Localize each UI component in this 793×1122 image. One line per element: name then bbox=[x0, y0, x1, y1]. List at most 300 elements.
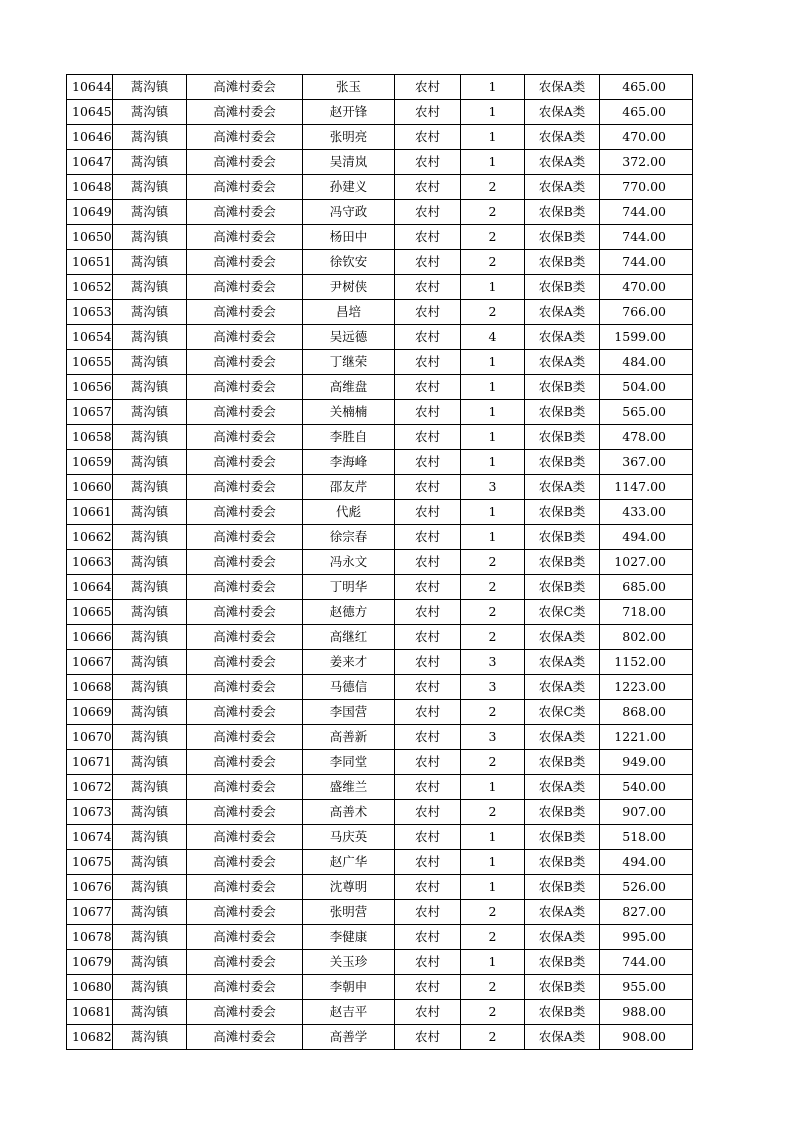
record-id-cell: 10661 bbox=[67, 500, 113, 525]
person-name-cell: 李国营 bbox=[303, 700, 395, 725]
household-count-cell: 2 bbox=[461, 600, 525, 625]
amount-cell: 478.00 bbox=[600, 425, 693, 450]
table-row bbox=[67, 550, 693, 575]
record-id-cell: 10675 bbox=[67, 850, 113, 875]
area-type-cell: 农村 bbox=[395, 300, 461, 325]
village-committee-cell: 高滩村委会 bbox=[187, 675, 303, 700]
record-id-cell: 10647 bbox=[67, 150, 113, 175]
person-name-cell: 李同堂 bbox=[303, 750, 395, 775]
insurance-class-cell: 农保B类 bbox=[525, 400, 600, 425]
town-name-cell: 蒿沟镇 bbox=[113, 300, 187, 325]
household-count-cell: 2 bbox=[461, 625, 525, 650]
table-row bbox=[67, 925, 693, 950]
village-committee-cell: 高滩村委会 bbox=[187, 875, 303, 900]
town-name-cell: 蒿沟镇 bbox=[113, 200, 187, 225]
area-type-cell: 农村 bbox=[395, 725, 461, 750]
village-committee-cell: 高滩村委会 bbox=[187, 750, 303, 775]
village-committee-cell: 高滩村委会 bbox=[187, 300, 303, 325]
household-count-cell: 1 bbox=[461, 950, 525, 975]
table-row bbox=[67, 975, 693, 1000]
person-name-cell: 赵开锋 bbox=[303, 100, 395, 125]
area-type-cell: 农村 bbox=[395, 175, 461, 200]
person-name-cell: 关玉珍 bbox=[303, 950, 395, 975]
town-name-cell: 蒿沟镇 bbox=[113, 650, 187, 675]
household-count-cell: 2 bbox=[461, 750, 525, 775]
household-count-cell: 2 bbox=[461, 200, 525, 225]
person-name-cell: 张明营 bbox=[303, 900, 395, 925]
insurance-class-cell: 农保A类 bbox=[525, 675, 600, 700]
town-name-cell: 蒿沟镇 bbox=[113, 375, 187, 400]
household-count-cell: 1 bbox=[461, 775, 525, 800]
record-id-cell: 10671 bbox=[67, 750, 113, 775]
record-id-cell: 10653 bbox=[67, 300, 113, 325]
record-id-cell: 10663 bbox=[67, 550, 113, 575]
household-count-cell: 3 bbox=[461, 475, 525, 500]
insurance-class-cell: 农保A类 bbox=[525, 350, 600, 375]
table-row bbox=[67, 200, 693, 225]
town-name-cell: 蒿沟镇 bbox=[113, 675, 187, 700]
village-committee-cell: 高滩村委会 bbox=[187, 550, 303, 575]
area-type-cell: 农村 bbox=[395, 350, 461, 375]
person-name-cell: 丁继荣 bbox=[303, 350, 395, 375]
area-type-cell: 农村 bbox=[395, 825, 461, 850]
area-type-cell: 农村 bbox=[395, 650, 461, 675]
amount-cell: 1599.00 bbox=[600, 325, 693, 350]
person-name-cell: 赵德方 bbox=[303, 600, 395, 625]
area-type-cell: 农村 bbox=[395, 375, 461, 400]
person-name-cell: 李朝申 bbox=[303, 975, 395, 1000]
household-count-cell: 1 bbox=[461, 875, 525, 900]
insurance-class-cell: 农保A类 bbox=[525, 725, 600, 750]
insurance-class-cell: 农保A类 bbox=[525, 625, 600, 650]
area-type-cell: 农村 bbox=[395, 225, 461, 250]
household-count-cell: 1 bbox=[461, 375, 525, 400]
area-type-cell: 农村 bbox=[395, 600, 461, 625]
household-count-cell: 2 bbox=[461, 225, 525, 250]
record-id-cell: 10645 bbox=[67, 100, 113, 125]
village-committee-cell: 高滩村委会 bbox=[187, 775, 303, 800]
area-type-cell: 农村 bbox=[395, 950, 461, 975]
insurance-class-cell: 农保A类 bbox=[525, 150, 600, 175]
person-name-cell: 高善新 bbox=[303, 725, 395, 750]
amount-cell: 955.00 bbox=[600, 975, 693, 1000]
town-name-cell: 蒿沟镇 bbox=[113, 700, 187, 725]
town-name-cell: 蒿沟镇 bbox=[113, 550, 187, 575]
insurance-class-cell: 农保C类 bbox=[525, 600, 600, 625]
town-name-cell: 蒿沟镇 bbox=[113, 75, 187, 100]
household-count-cell: 1 bbox=[461, 350, 525, 375]
area-type-cell: 农村 bbox=[395, 750, 461, 775]
amount-cell: 540.00 bbox=[600, 775, 693, 800]
insurance-class-cell: 农保B类 bbox=[525, 275, 600, 300]
town-name-cell: 蒿沟镇 bbox=[113, 275, 187, 300]
village-committee-cell: 高滩村委会 bbox=[187, 950, 303, 975]
amount-cell: 988.00 bbox=[600, 1000, 693, 1025]
person-name-cell: 丁明华 bbox=[303, 575, 395, 600]
person-name-cell: 吴清岚 bbox=[303, 150, 395, 175]
town-name-cell: 蒿沟镇 bbox=[113, 600, 187, 625]
record-id-cell: 10657 bbox=[67, 400, 113, 425]
table-row bbox=[67, 300, 693, 325]
insurance-class-cell: 农保B类 bbox=[525, 950, 600, 975]
town-name-cell: 蒿沟镇 bbox=[113, 900, 187, 925]
insurance-class-cell: 农保A类 bbox=[525, 300, 600, 325]
area-type-cell: 农村 bbox=[395, 850, 461, 875]
insurance-class-cell: 农保A类 bbox=[525, 75, 600, 100]
town-name-cell: 蒿沟镇 bbox=[113, 250, 187, 275]
village-committee-cell: 高滩村委会 bbox=[187, 575, 303, 600]
area-type-cell: 农村 bbox=[395, 625, 461, 650]
amount-cell: 770.00 bbox=[600, 175, 693, 200]
amount-cell: 744.00 bbox=[600, 225, 693, 250]
town-name-cell: 蒿沟镇 bbox=[113, 1025, 187, 1050]
person-name-cell: 高善术 bbox=[303, 800, 395, 825]
roster-body bbox=[67, 75, 693, 1050]
insurance-class-cell: 农保A类 bbox=[525, 100, 600, 125]
record-id-cell: 10650 bbox=[67, 225, 113, 250]
household-count-cell: 1 bbox=[461, 125, 525, 150]
household-count-cell: 2 bbox=[461, 300, 525, 325]
table-row bbox=[67, 325, 693, 350]
household-count-cell: 2 bbox=[461, 550, 525, 575]
amount-cell: 802.00 bbox=[600, 625, 693, 650]
insurance-class-cell: 农保A类 bbox=[525, 475, 600, 500]
insurance-class-cell: 农保B类 bbox=[525, 750, 600, 775]
record-id-cell: 10670 bbox=[67, 725, 113, 750]
record-id-cell: 10646 bbox=[67, 125, 113, 150]
person-name-cell: 邵友芹 bbox=[303, 475, 395, 500]
village-committee-cell: 高滩村委会 bbox=[187, 175, 303, 200]
village-committee-cell: 高滩村委会 bbox=[187, 75, 303, 100]
town-name-cell: 蒿沟镇 bbox=[113, 500, 187, 525]
town-name-cell: 蒿沟镇 bbox=[113, 425, 187, 450]
amount-cell: 1147.00 bbox=[600, 475, 693, 500]
village-committee-cell: 高滩村委会 bbox=[187, 275, 303, 300]
town-name-cell: 蒿沟镇 bbox=[113, 575, 187, 600]
table-row bbox=[67, 500, 693, 525]
person-name-cell: 马德信 bbox=[303, 675, 395, 700]
insurance-class-cell: 农保B类 bbox=[525, 225, 600, 250]
village-committee-cell: 高滩村委会 bbox=[187, 225, 303, 250]
household-count-cell: 2 bbox=[461, 1000, 525, 1025]
area-type-cell: 农村 bbox=[395, 150, 461, 175]
amount-cell: 907.00 bbox=[600, 800, 693, 825]
village-committee-cell: 高滩村委会 bbox=[187, 100, 303, 125]
area-type-cell: 农村 bbox=[395, 575, 461, 600]
table-row bbox=[67, 425, 693, 450]
area-type-cell: 农村 bbox=[395, 125, 461, 150]
area-type-cell: 农村 bbox=[395, 200, 461, 225]
village-committee-cell: 高滩村委会 bbox=[187, 800, 303, 825]
area-type-cell: 农村 bbox=[395, 800, 461, 825]
village-committee-cell: 高滩村委会 bbox=[187, 325, 303, 350]
household-count-cell: 2 bbox=[461, 975, 525, 1000]
insurance-class-cell: 农保B类 bbox=[525, 850, 600, 875]
insurance-class-cell: 农保B类 bbox=[525, 425, 600, 450]
table-row bbox=[67, 775, 693, 800]
person-name-cell: 盛维兰 bbox=[303, 775, 395, 800]
record-id-cell: 10649 bbox=[67, 200, 113, 225]
person-name-cell: 吴远德 bbox=[303, 325, 395, 350]
area-type-cell: 农村 bbox=[395, 450, 461, 475]
table-row bbox=[67, 850, 693, 875]
town-name-cell: 蒿沟镇 bbox=[113, 725, 187, 750]
person-name-cell: 李海峰 bbox=[303, 450, 395, 475]
insurance-class-cell: 农保B类 bbox=[525, 500, 600, 525]
area-type-cell: 农村 bbox=[395, 775, 461, 800]
insurance-class-cell: 农保B类 bbox=[525, 450, 600, 475]
record-id-cell: 10679 bbox=[67, 950, 113, 975]
table-row bbox=[67, 475, 693, 500]
record-id-cell: 10669 bbox=[67, 700, 113, 725]
area-type-cell: 农村 bbox=[395, 875, 461, 900]
area-type-cell: 农村 bbox=[395, 100, 461, 125]
amount-cell: 372.00 bbox=[600, 150, 693, 175]
amount-cell: 465.00 bbox=[600, 75, 693, 100]
person-name-cell: 高维盘 bbox=[303, 375, 395, 400]
record-id-cell: 10664 bbox=[67, 575, 113, 600]
area-type-cell: 农村 bbox=[395, 1000, 461, 1025]
village-committee-cell: 高滩村委会 bbox=[187, 500, 303, 525]
table-row bbox=[67, 150, 693, 175]
person-name-cell: 孙建义 bbox=[303, 175, 395, 200]
table-row bbox=[67, 700, 693, 725]
area-type-cell: 农村 bbox=[395, 425, 461, 450]
village-committee-cell: 高滩村委会 bbox=[187, 700, 303, 725]
town-name-cell: 蒿沟镇 bbox=[113, 750, 187, 775]
town-name-cell: 蒿沟镇 bbox=[113, 975, 187, 1000]
town-name-cell: 蒿沟镇 bbox=[113, 850, 187, 875]
area-type-cell: 农村 bbox=[395, 525, 461, 550]
town-name-cell: 蒿沟镇 bbox=[113, 625, 187, 650]
village-committee-cell: 高滩村委会 bbox=[187, 650, 303, 675]
insurance-class-cell: 农保A类 bbox=[525, 925, 600, 950]
person-name-cell: 徐钦安 bbox=[303, 250, 395, 275]
village-committee-cell: 高滩村委会 bbox=[187, 375, 303, 400]
table-row bbox=[67, 1000, 693, 1025]
record-id-cell: 10682 bbox=[67, 1025, 113, 1050]
amount-cell: 1221.00 bbox=[600, 725, 693, 750]
household-count-cell: 1 bbox=[461, 150, 525, 175]
amount-cell: 868.00 bbox=[600, 700, 693, 725]
amount-cell: 470.00 bbox=[600, 275, 693, 300]
record-id-cell: 10666 bbox=[67, 625, 113, 650]
amount-cell: 744.00 bbox=[600, 250, 693, 275]
town-name-cell: 蒿沟镇 bbox=[113, 400, 187, 425]
record-id-cell: 10674 bbox=[67, 825, 113, 850]
record-id-cell: 10665 bbox=[67, 600, 113, 625]
table-row bbox=[67, 800, 693, 825]
record-id-cell: 10648 bbox=[67, 175, 113, 200]
village-committee-cell: 高滩村委会 bbox=[187, 850, 303, 875]
village-committee-cell: 高滩村委会 bbox=[187, 250, 303, 275]
household-count-cell: 1 bbox=[461, 500, 525, 525]
amount-cell: 1152.00 bbox=[600, 650, 693, 675]
table-row bbox=[67, 575, 693, 600]
town-name-cell: 蒿沟镇 bbox=[113, 475, 187, 500]
insurance-class-cell: 农保A类 bbox=[525, 175, 600, 200]
town-name-cell: 蒿沟镇 bbox=[113, 950, 187, 975]
record-id-cell: 10651 bbox=[67, 250, 113, 275]
village-committee-cell: 高滩村委会 bbox=[187, 475, 303, 500]
person-name-cell: 杨田中 bbox=[303, 225, 395, 250]
amount-cell: 744.00 bbox=[600, 950, 693, 975]
village-committee-cell: 高滩村委会 bbox=[187, 425, 303, 450]
area-type-cell: 农村 bbox=[395, 550, 461, 575]
person-name-cell: 冯守政 bbox=[303, 200, 395, 225]
insurance-class-cell: 农保B类 bbox=[525, 825, 600, 850]
insurance-class-cell: 农保A类 bbox=[525, 1025, 600, 1050]
record-id-cell: 10659 bbox=[67, 450, 113, 475]
person-name-cell: 张玉 bbox=[303, 75, 395, 100]
table-row bbox=[67, 75, 693, 100]
area-type-cell: 农村 bbox=[395, 250, 461, 275]
table-row bbox=[67, 450, 693, 475]
record-id-cell: 10662 bbox=[67, 525, 113, 550]
amount-cell: 827.00 bbox=[600, 900, 693, 925]
area-type-cell: 农村 bbox=[395, 900, 461, 925]
insurance-class-cell: 农保A类 bbox=[525, 900, 600, 925]
amount-cell: 367.00 bbox=[600, 450, 693, 475]
amount-cell: 518.00 bbox=[600, 825, 693, 850]
person-name-cell: 徐宗春 bbox=[303, 525, 395, 550]
town-name-cell: 蒿沟镇 bbox=[113, 800, 187, 825]
area-type-cell: 农村 bbox=[395, 1025, 461, 1050]
village-committee-cell: 高滩村委会 bbox=[187, 925, 303, 950]
amount-cell: 484.00 bbox=[600, 350, 693, 375]
record-id-cell: 10654 bbox=[67, 325, 113, 350]
record-id-cell: 10652 bbox=[67, 275, 113, 300]
table-row bbox=[67, 900, 693, 925]
amount-cell: 494.00 bbox=[600, 525, 693, 550]
amount-cell: 1027.00 bbox=[600, 550, 693, 575]
household-count-cell: 2 bbox=[461, 800, 525, 825]
table-row bbox=[67, 275, 693, 300]
person-name-cell: 冯永文 bbox=[303, 550, 395, 575]
person-name-cell: 赵吉平 bbox=[303, 1000, 395, 1025]
household-count-cell: 2 bbox=[461, 250, 525, 275]
record-id-cell: 10676 bbox=[67, 875, 113, 900]
town-name-cell: 蒿沟镇 bbox=[113, 175, 187, 200]
household-count-cell: 1 bbox=[461, 75, 525, 100]
household-count-cell: 3 bbox=[461, 675, 525, 700]
amount-cell: 949.00 bbox=[600, 750, 693, 775]
record-id-cell: 10673 bbox=[67, 800, 113, 825]
household-count-cell: 1 bbox=[461, 425, 525, 450]
table-row bbox=[67, 950, 693, 975]
village-committee-cell: 高滩村委会 bbox=[187, 825, 303, 850]
insurance-class-cell: 农保B类 bbox=[525, 200, 600, 225]
village-committee-cell: 高滩村委会 bbox=[187, 900, 303, 925]
amount-cell: 766.00 bbox=[600, 300, 693, 325]
village-committee-cell: 高滩村委会 bbox=[187, 350, 303, 375]
record-id-cell: 10656 bbox=[67, 375, 113, 400]
table-row bbox=[67, 400, 693, 425]
person-name-cell: 赵广华 bbox=[303, 850, 395, 875]
insurance-class-cell: 农保B类 bbox=[525, 1000, 600, 1025]
amount-cell: 1223.00 bbox=[600, 675, 693, 700]
village-committee-cell: 高滩村委会 bbox=[187, 1025, 303, 1050]
roster-table bbox=[66, 74, 693, 1050]
table-row bbox=[67, 525, 693, 550]
person-name-cell: 张明亮 bbox=[303, 125, 395, 150]
amount-cell: 494.00 bbox=[600, 850, 693, 875]
amount-cell: 718.00 bbox=[600, 600, 693, 625]
table-row bbox=[67, 675, 693, 700]
record-id-cell: 10672 bbox=[67, 775, 113, 800]
insurance-class-cell: 农保B类 bbox=[525, 975, 600, 1000]
village-committee-cell: 高滩村委会 bbox=[187, 1000, 303, 1025]
household-count-cell: 2 bbox=[461, 925, 525, 950]
household-count-cell: 1 bbox=[461, 450, 525, 475]
household-count-cell: 2 bbox=[461, 575, 525, 600]
person-name-cell: 关楠楠 bbox=[303, 400, 395, 425]
village-committee-cell: 高滩村委会 bbox=[187, 150, 303, 175]
town-name-cell: 蒿沟镇 bbox=[113, 225, 187, 250]
area-type-cell: 农村 bbox=[395, 500, 461, 525]
record-id-cell: 10677 bbox=[67, 900, 113, 925]
table-row bbox=[67, 175, 693, 200]
insurance-class-cell: 农保A类 bbox=[525, 125, 600, 150]
table-row bbox=[67, 600, 693, 625]
record-id-cell: 10667 bbox=[67, 650, 113, 675]
household-count-cell: 1 bbox=[461, 100, 525, 125]
table-row bbox=[67, 350, 693, 375]
household-count-cell: 3 bbox=[461, 725, 525, 750]
table-row bbox=[67, 125, 693, 150]
amount-cell: 526.00 bbox=[600, 875, 693, 900]
table-row bbox=[67, 250, 693, 275]
table-row bbox=[67, 1025, 693, 1050]
table-row bbox=[67, 750, 693, 775]
town-name-cell: 蒿沟镇 bbox=[113, 775, 187, 800]
town-name-cell: 蒿沟镇 bbox=[113, 125, 187, 150]
insurance-class-cell: 农保A类 bbox=[525, 650, 600, 675]
amount-cell: 565.00 bbox=[600, 400, 693, 425]
amount-cell: 433.00 bbox=[600, 500, 693, 525]
area-type-cell: 农村 bbox=[395, 925, 461, 950]
village-committee-cell: 高滩村委会 bbox=[187, 200, 303, 225]
record-id-cell: 10668 bbox=[67, 675, 113, 700]
person-name-cell: 李健康 bbox=[303, 925, 395, 950]
person-name-cell: 姜来才 bbox=[303, 650, 395, 675]
town-name-cell: 蒿沟镇 bbox=[113, 350, 187, 375]
amount-cell: 908.00 bbox=[600, 1025, 693, 1050]
household-count-cell: 3 bbox=[461, 650, 525, 675]
table-row bbox=[67, 100, 693, 125]
village-committee-cell: 高滩村委会 bbox=[187, 400, 303, 425]
town-name-cell: 蒿沟镇 bbox=[113, 150, 187, 175]
household-count-cell: 1 bbox=[461, 850, 525, 875]
insurance-class-cell: 农保A类 bbox=[525, 325, 600, 350]
amount-cell: 685.00 bbox=[600, 575, 693, 600]
area-type-cell: 农村 bbox=[395, 275, 461, 300]
village-committee-cell: 高滩村委会 bbox=[187, 525, 303, 550]
table-row bbox=[67, 725, 693, 750]
amount-cell: 504.00 bbox=[600, 375, 693, 400]
insurance-class-cell: 农保A类 bbox=[525, 775, 600, 800]
household-count-cell: 2 bbox=[461, 700, 525, 725]
village-committee-cell: 高滩村委会 bbox=[187, 725, 303, 750]
town-name-cell: 蒿沟镇 bbox=[113, 925, 187, 950]
town-name-cell: 蒿沟镇 bbox=[113, 825, 187, 850]
household-count-cell: 1 bbox=[461, 525, 525, 550]
table-row bbox=[67, 625, 693, 650]
record-id-cell: 10680 bbox=[67, 975, 113, 1000]
household-count-cell: 2 bbox=[461, 175, 525, 200]
village-committee-cell: 高滩村委会 bbox=[187, 975, 303, 1000]
village-committee-cell: 高滩村委会 bbox=[187, 625, 303, 650]
